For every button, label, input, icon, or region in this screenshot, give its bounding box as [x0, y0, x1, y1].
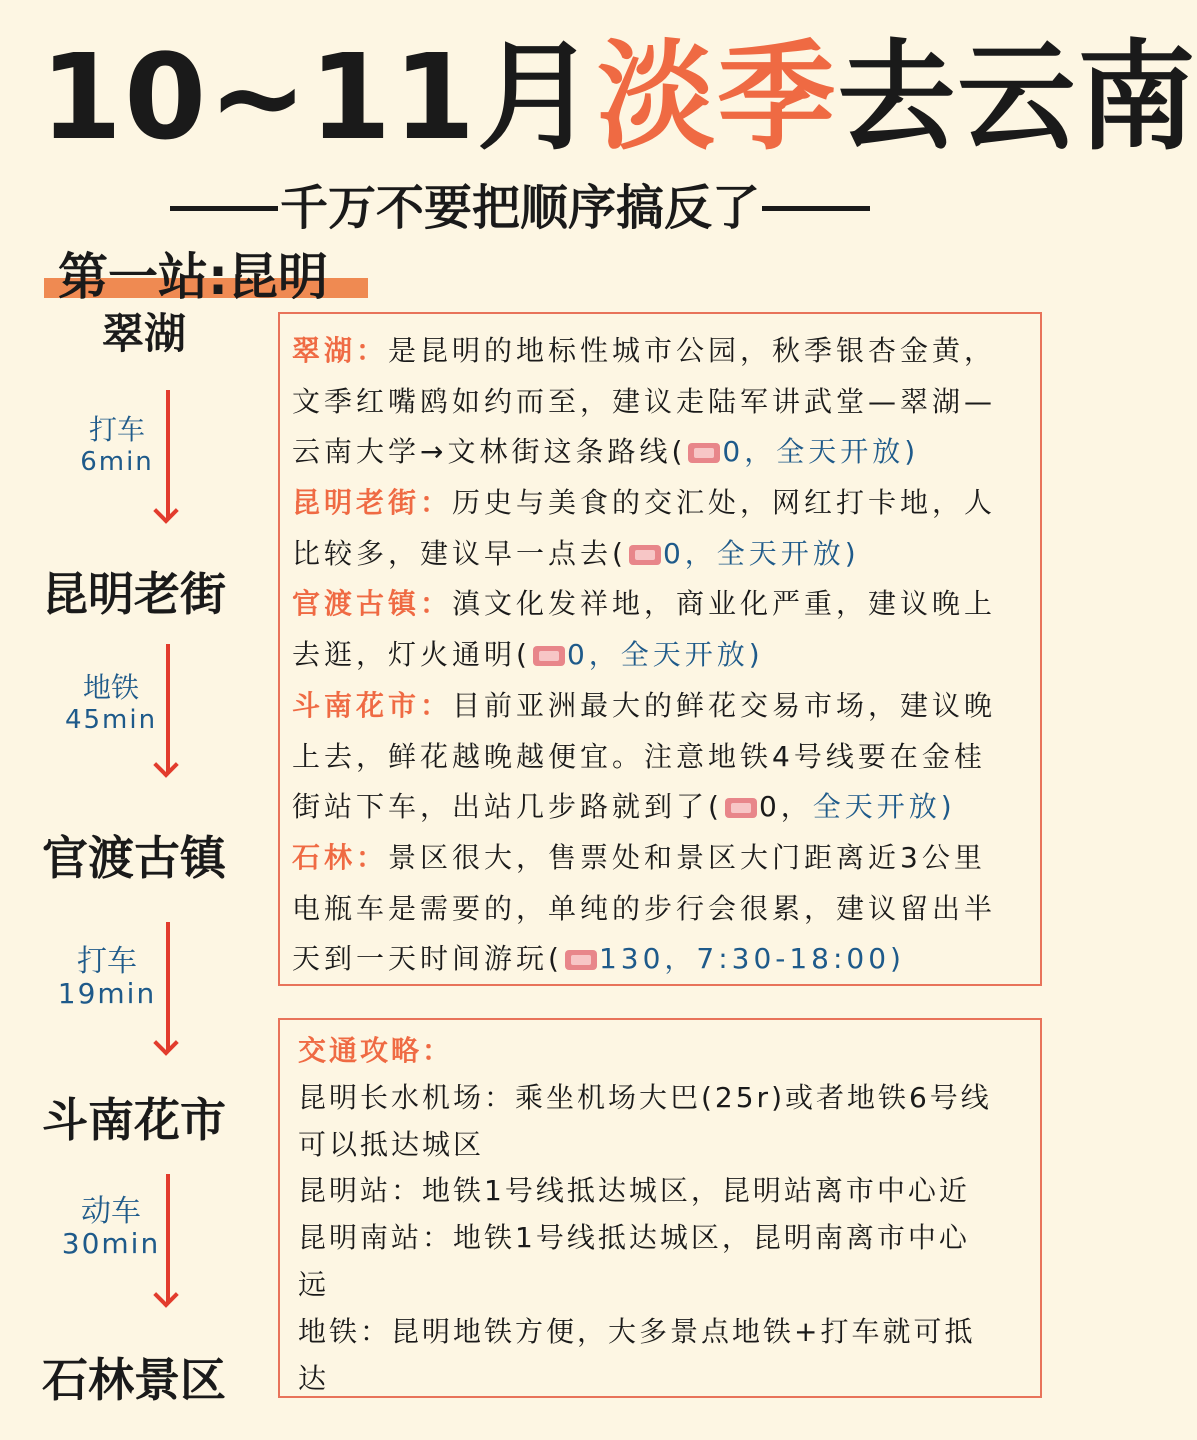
shilin-text-3: 天到一天时间游玩( [292, 942, 563, 976]
laojie-price: 0，全天开放) [662, 536, 860, 570]
stop-kunming-laojie: 昆明老街 [42, 567, 226, 621]
guandu-label: 官渡古镇： [292, 587, 453, 621]
cuihu-label: 翠湖： [292, 334, 389, 367]
subtitle-dash-right [762, 206, 870, 211]
arrow-down-icon [156, 644, 180, 778]
dounan-line-3 [292, 782, 1040, 833]
dounan-text-3: 街站下车，出站几步路就到了( [292, 790, 723, 824]
subtitle [170, 176, 930, 240]
cuihu-text-1: 是昆明的地标性城市公园，秋季银杏金黄， [388, 334, 997, 367]
arrow-down-icon [156, 1174, 180, 1308]
cuihu-line-1 [292, 326, 1040, 377]
transport-line-6: 地铁：昆明地铁方便，大多景点地铁+打车就可抵 [298, 1314, 976, 1348]
transfer-2-time: 45min [64, 705, 158, 735]
ticket-icon [725, 798, 757, 818]
shilin-label: 石林： [292, 840, 389, 874]
guandu-line-1 [292, 579, 1040, 630]
shilin-line-1 [292, 833, 1040, 884]
ticket-icon [629, 545, 661, 565]
transport-line-3: 昆明站：地铁1号线抵达城区，昆明站离市中心近 [298, 1174, 970, 1208]
shilin-line-2: 电瓶车是需要的，单纯的步行会很累，建议留出半 [292, 891, 997, 925]
ticket-icon [688, 443, 720, 463]
ticket-icon [565, 950, 597, 970]
laojie-line-1 [292, 478, 1040, 529]
cuihu-line-3 [292, 427, 1040, 478]
transfer-1-mode: 打车 [88, 413, 145, 446]
station-tag [44, 248, 374, 308]
guandu-text-1: 滇文化发祥地，商业化严重，建议晚上 [452, 587, 997, 621]
dounan-text-1: 目前亚洲最大的鲜花交易市场，建议晚 [452, 688, 997, 722]
dounan-line-1 [292, 681, 1040, 732]
cuihu-text-3: 云南大学→文林街这条路线( [292, 435, 687, 469]
dounan-price-b: 全天开放) [812, 790, 956, 824]
transport-line-4: 昆明南站：地铁1号线抵达城区，昆明南离市中心 [298, 1221, 970, 1255]
title-accent: 淡季 [597, 28, 838, 166]
laojie-line-2 [292, 529, 1040, 580]
stop-guandu: 官渡古镇 [42, 831, 226, 885]
laojie-text-2: 比较多，建议早一点去( [292, 536, 627, 570]
station-tag-label: 第一站:昆明 [58, 248, 328, 306]
dounan-line-2: 上去，鲜花越晚越便宜。注意地铁4号线要在金桂 [292, 739, 986, 773]
shilin-price: 130，7:30-18:00) [598, 942, 905, 976]
subtitle-text: 千万不要把顺序搞反了 [280, 180, 761, 236]
transfer-4 [56, 1196, 166, 1260]
shilin-line-3 [292, 934, 1040, 985]
guandu-text-2: 去逛，灯火通明( [292, 638, 531, 672]
transport-line-7: 达 [298, 1361, 330, 1395]
dounan-price-a: 0， [758, 790, 813, 824]
transfer-4-time: 30min [61, 1227, 161, 1260]
subtitle-dash-left [170, 206, 278, 211]
cuihu-price: 0，全天开放) [722, 435, 920, 469]
transport-heading: 交通攻略： [298, 1034, 454, 1067]
transfer-4-mode: 动车 [81, 1194, 141, 1229]
transfer-3-mode: 打车 [77, 944, 137, 979]
guandu-price: 0，全天开放) [566, 638, 764, 672]
stop-shilin: 石林景区 [42, 1353, 226, 1407]
cuihu-line-2: 文季红嘴鸥如约而至，建议走陆军讲武堂—翠湖— [292, 384, 997, 418]
transport-box [278, 1018, 1042, 1398]
arrow-down-icon [156, 922, 180, 1056]
dounan-label: 斗南花市： [292, 688, 453, 722]
transport-line-1: 昆明长水机场：乘坐机场大巴(25r)或者地铁6号线 [298, 1080, 992, 1114]
laojie-label: 昆明老街： [292, 486, 453, 520]
laojie-text-1: 历史与美食的交汇处，网红打卡地，人 [452, 486, 997, 520]
transfer-3-time: 19min [57, 977, 157, 1010]
transfer-2-mode: 地铁 [82, 671, 139, 704]
transfer-3 [52, 946, 162, 1010]
arrow-down-icon [156, 390, 180, 524]
guandu-line-2 [292, 630, 1040, 681]
shilin-text-1: 景区很大，售票处和景区大门距离近3公里 [388, 840, 986, 874]
transfer-1-time: 6min [80, 447, 154, 477]
attractions-box [278, 312, 1042, 986]
transport-line-2: 可以抵达城区 [298, 1127, 485, 1161]
title-suffix: 去云南 [837, 28, 1197, 166]
title-prefix: 10~11月 [40, 28, 598, 166]
stop-dounan: 斗南花市 [42, 1093, 226, 1147]
ticket-icon [533, 646, 565, 666]
transport-line-5: 远 [298, 1267, 330, 1301]
stop-cuihu: 翠湖 [102, 309, 187, 358]
transfer-2 [56, 672, 166, 736]
page-title [40, 22, 1197, 172]
